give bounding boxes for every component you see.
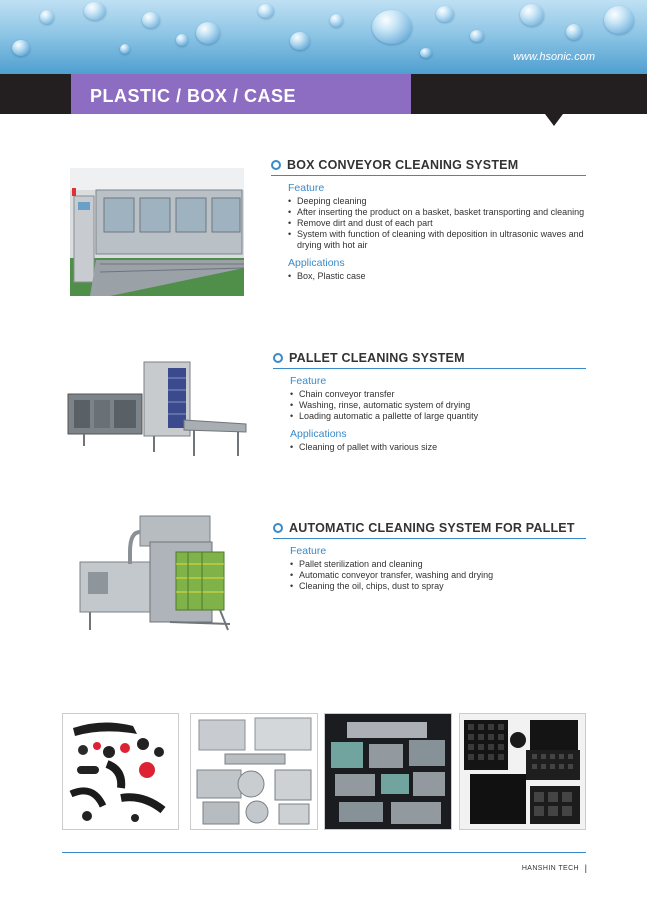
- pallet-cleaning-illustration: [64, 360, 248, 460]
- list-item: • Washing, rinse, automatic system of drying: [290, 400, 586, 411]
- rubber-parts-illustration: [63, 714, 178, 829]
- website-url[interactable]: www.hsonic.com: [513, 51, 595, 63]
- water-drop: [436, 6, 454, 22]
- list-item: • After inserting the product on a basket, basket transporting and cleaning: [288, 207, 586, 218]
- applications-list: [273, 442, 586, 453]
- list-item: • Pallet sterilization and cleaning: [290, 559, 586, 570]
- footer-company: HANSHIN TECH: [521, 865, 579, 872]
- title-notch-arrow: [545, 114, 563, 126]
- water-drop: [566, 24, 582, 40]
- water-drop: [258, 4, 274, 18]
- list-item: • Loading automatic a pallette of large quantity: [290, 411, 586, 422]
- section-automatic-pallet-cleaning: [273, 521, 586, 592]
- feature-list: [273, 389, 586, 422]
- list-item: • Remove dirt and dust of each part: [288, 218, 586, 229]
- footer-divider: [62, 852, 586, 853]
- feature-heading: Feature: [290, 375, 327, 387]
- section-title: BOX CONVEYOR CLEANING SYSTEM: [287, 158, 519, 172]
- section-box-conveyor: [271, 158, 586, 282]
- gallery-rubber-parts-photo: [62, 713, 179, 830]
- section-header: [271, 158, 586, 172]
- gallery-plastic-molds-photo: [190, 713, 318, 830]
- gallery-black-trays-photo: [459, 713, 586, 830]
- pallet-cleaning-photo: [64, 360, 248, 460]
- header-water-banner: [0, 0, 647, 74]
- box-conveyor-illustration: [70, 168, 244, 296]
- feature-heading: Feature: [290, 545, 327, 557]
- section-divider: [271, 175, 586, 176]
- applications-list: [271, 271, 586, 282]
- circle-bullet-icon: [273, 353, 283, 363]
- plastic-molds-illustration: [191, 714, 317, 829]
- page-title: PLASTIC / BOX / CASE: [90, 86, 297, 106]
- box-conveyor-photo: [70, 168, 244, 296]
- water-drop: [470, 30, 484, 42]
- footer-page-marker: |: [584, 863, 587, 873]
- water-drop: [84, 2, 106, 20]
- automatic-pallet-cleaning-photo: [70, 512, 240, 637]
- section-header: [273, 521, 586, 535]
- applications-heading: Applications: [288, 257, 345, 269]
- section-divider: [273, 368, 586, 369]
- section-header: [273, 351, 586, 365]
- list-item: • Cleaning the oil, chips, dust to spray: [290, 581, 586, 592]
- list-item: • System with function of cleaning with deposition in ultrasonic waves and drying with hot air: [288, 229, 586, 251]
- list-item: • Cleaning of pallet with various size: [290, 442, 586, 453]
- water-drop: [330, 14, 343, 27]
- water-drop: [196, 22, 220, 44]
- transparent-trays-illustration: [325, 714, 451, 829]
- black-trays-illustration: [460, 714, 585, 829]
- water-drop: [420, 48, 432, 58]
- feature-list: [273, 559, 586, 592]
- water-drop: [12, 40, 30, 56]
- water-drop: [176, 34, 188, 46]
- feature-list: [271, 196, 586, 251]
- section-title: AUTOMATIC CLEANING SYSTEM FOR PALLET: [289, 521, 575, 535]
- water-drop: [40, 10, 54, 24]
- water-drop: [120, 44, 130, 54]
- water-drop: [372, 10, 412, 44]
- feature-heading: Feature: [288, 182, 325, 194]
- section-divider: [273, 538, 586, 539]
- list-item: • Deeping cleaning: [288, 196, 586, 207]
- list-item: • Automatic conveyor transfer, washing and drying: [290, 570, 586, 581]
- circle-bullet-icon: [271, 160, 281, 170]
- circle-bullet-icon: [273, 523, 283, 533]
- applications-heading: Applications: [290, 428, 347, 440]
- water-drop: [604, 6, 634, 34]
- water-drop: [290, 32, 310, 50]
- automatic-pallet-cleaning-illustration: [70, 512, 240, 637]
- section-pallet-cleaning: [273, 351, 586, 453]
- water-drop: [142, 12, 160, 28]
- list-item: • Chain conveyor transfer: [290, 389, 586, 400]
- water-drop: [520, 4, 544, 26]
- section-title: PALLET CLEANING SYSTEM: [289, 351, 465, 365]
- list-item: • Box, Plastic case: [288, 271, 586, 282]
- gallery-transparent-trays-photo: [324, 713, 452, 830]
